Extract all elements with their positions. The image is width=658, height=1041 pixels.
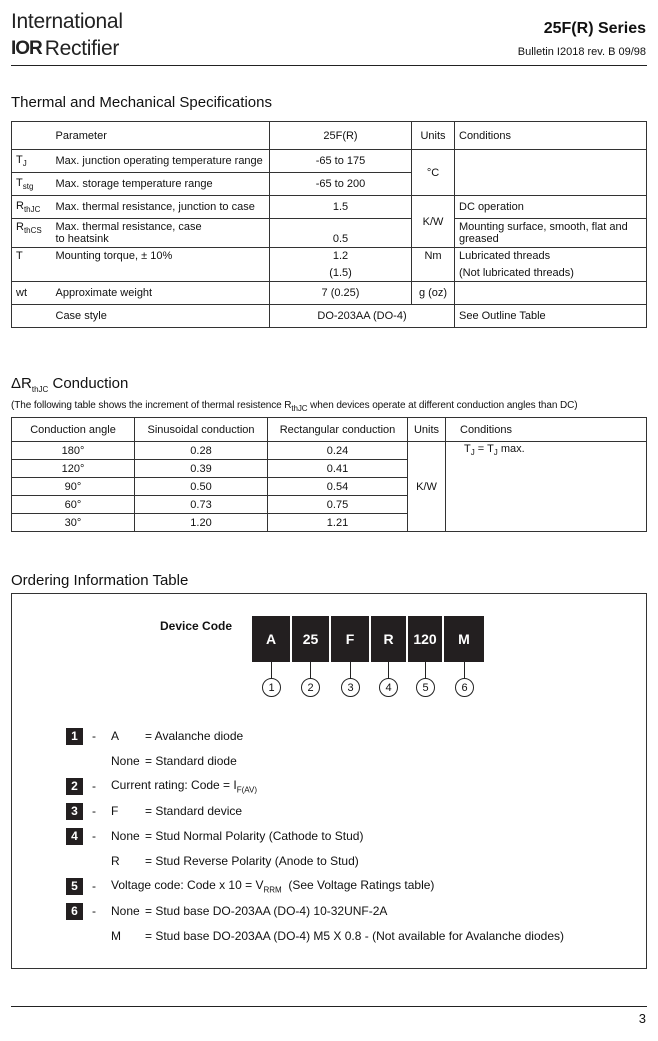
value: -65 to 175: [270, 150, 412, 173]
code-segment-5: 120: [413, 631, 437, 647]
conduction-section-title: $\Delta R_{thJC}$ Conduction: [11, 375, 129, 394]
connector-line: [350, 662, 351, 678]
header-conditions: Conditions: [455, 122, 647, 150]
angle: 90°: [12, 478, 135, 496]
list-item: [66, 827, 363, 845]
item-number-badge: 3: [66, 803, 83, 820]
rectangular-value: 0.24: [268, 442, 408, 460]
item-key: None: [111, 754, 140, 768]
list-item: [66, 852, 359, 870]
footer-divider: [11, 1006, 647, 1007]
table-row: [12, 282, 647, 305]
header-conditions: Conditions: [446, 418, 647, 442]
position-marker-1: 1: [262, 678, 281, 697]
parameter: Case style: [52, 305, 270, 328]
item-number-badge: 2: [66, 778, 83, 795]
item-number-badge: 4: [66, 828, 83, 845]
item-value: = Stud base DO-203AA (DO-4) 10-32UNF-2A: [145, 904, 388, 918]
item-value: = Stud base DO-203AA (DO-4) M5 X 0.8 - (Not available for Avalanche diodes): [145, 929, 564, 943]
item-key: R: [111, 854, 120, 868]
symbol: wt: [12, 282, 52, 305]
angle: 120°: [12, 460, 135, 478]
dash: -: [92, 879, 96, 893]
symbol: $R_{thCS}$: [12, 219, 52, 248]
code-segment-2: 25: [302, 631, 319, 647]
table-header-row: [12, 122, 647, 150]
unit-kw: K/W: [408, 442, 446, 532]
unit: g (oz): [412, 282, 455, 305]
condition: [455, 282, 647, 305]
parameter: Max. storage temperature range: [52, 173, 270, 196]
parameter: Approximate weight: [52, 282, 270, 305]
list-item: [66, 777, 257, 795]
dash: -: [92, 829, 96, 843]
item-number-badge: 1: [66, 728, 83, 745]
value: 7 (0.25): [270, 282, 412, 305]
value: 1.2 (1.5): [270, 248, 412, 282]
code-separator: [290, 616, 292, 662]
value: 1.5: [270, 196, 412, 219]
symbol: [12, 305, 52, 328]
item-key: M: [111, 929, 121, 943]
symbol: $R_{thJC}$: [12, 196, 52, 219]
code-segment-4: R: [383, 631, 394, 647]
header-sinusoidal: Sinusoidal conduction: [135, 418, 268, 442]
parameter: Max. junction operating temperature range: [52, 150, 270, 173]
condition: Mounting surface, smooth, flat and greased: [455, 219, 647, 248]
table-row: [12, 150, 647, 173]
condition: See Outline Table: [455, 305, 647, 328]
conduction-note: (The following table shows the increment of thermal resistence $R_{thJC}$ when devices operate at different conduction angles than DC): [11, 400, 578, 413]
sinusoidal-value: 0.28: [135, 442, 268, 460]
device-code-label: Device Code: [160, 619, 233, 633]
dash: -: [92, 779, 96, 793]
header-units: Units: [408, 418, 446, 442]
code-separator: [329, 616, 331, 662]
item-value: = Standard device: [145, 804, 243, 818]
item-key: F: [111, 804, 119, 818]
parameter: Max. thermal resistance, case to heatsink: [52, 219, 270, 248]
connector-line: [310, 662, 311, 678]
value: DO-203AA (DO-4): [270, 305, 455, 328]
connector-line: [388, 662, 389, 678]
unit: Nm: [412, 248, 455, 282]
connector-line: [425, 662, 426, 678]
item-value: Voltage code: Code x $10 = V_{RRM}$ (See Voltage Ratings table): [111, 877, 435, 895]
page-number: 3: [638, 1011, 646, 1026]
condition: Lubricated threads (Not lubricated threads): [455, 248, 647, 282]
bulletin-info: Bulletin I2018 rev. B 09/98: [517, 46, 646, 58]
list-item: [66, 877, 434, 895]
item-key: None: [111, 904, 140, 918]
condition: $T_J = T_J$ max.: [446, 442, 647, 532]
item-value: = Standard diode: [145, 754, 237, 768]
series-title: 25F(R) Series: [543, 20, 646, 37]
rectangular-value: 0.75: [268, 496, 408, 514]
table-row: [12, 442, 647, 460]
header-angle: Conduction angle: [12, 418, 135, 442]
item-value: = Stud Normal Polarity (Cathode to Stud): [145, 829, 364, 843]
symbol: $T_J$: [12, 150, 52, 173]
position-marker-3: 3: [341, 678, 360, 697]
sinusoidal-value: 0.73: [135, 496, 268, 514]
conduction-table: [11, 417, 647, 532]
angle: 60°: [12, 496, 135, 514]
connector-line: [271, 662, 272, 678]
position-marker-4: 4: [379, 678, 398, 697]
ordering-section-title: Ordering Information Table: [11, 572, 189, 589]
item-key: None: [111, 829, 140, 843]
logo-international: International: [11, 10, 123, 33]
connector-line: [464, 662, 465, 678]
angle: 180°: [12, 442, 135, 460]
code-separator: [442, 616, 444, 662]
parameter: Max. thermal resistance, junction to case: [52, 196, 270, 219]
list-item: [66, 902, 387, 920]
item-key: A: [111, 729, 120, 743]
code-separator: [406, 616, 408, 662]
sinusoidal-value: 0.39: [135, 460, 268, 478]
angle: 30°: [12, 514, 135, 532]
unit-kw: K/W: [412, 196, 455, 248]
list-item: [66, 752, 237, 770]
thermal-section-title: Thermal and Mechanical Specifications: [11, 94, 272, 111]
table-row: [12, 219, 647, 248]
value: 0.5: [270, 219, 412, 248]
rectangular-value: 1.21: [268, 514, 408, 532]
list-item: [66, 727, 243, 745]
symbol: $T_{stg}$: [12, 173, 52, 196]
table-row: [12, 248, 647, 282]
code-segment-6: M: [458, 631, 470, 647]
position-marker-5: 5: [416, 678, 435, 697]
condition: [455, 150, 647, 196]
unit-temp: °C: [412, 150, 455, 196]
sinusoidal-value: 1.20: [135, 514, 268, 532]
item-number-badge: 6: [66, 903, 83, 920]
item-value: Current rating: Code = $I_{F(AV)}$: [111, 777, 258, 795]
code-segment-3: F: [345, 631, 355, 647]
position-marker-2: 2: [301, 678, 320, 697]
dash: -: [92, 804, 96, 818]
header-divider: [11, 65, 647, 66]
table-row: [12, 305, 647, 328]
logo-rectifier-text: Rectifier: [44, 37, 120, 60]
symbol: T: [12, 248, 52, 282]
dash: -: [92, 729, 96, 743]
code-segment-1: A: [265, 631, 277, 647]
table-header-row: [12, 418, 647, 442]
item-value: = Stud Reverse Polarity (Anode to Stud): [145, 854, 359, 868]
rectangular-value: 0.41: [268, 460, 408, 478]
position-marker-6: 6: [455, 678, 474, 697]
sinusoidal-value: 0.50: [135, 478, 268, 496]
value: -65 to 200: [270, 173, 412, 196]
logo-rectifier: [11, 37, 119, 61]
header-value: 25F(R): [270, 122, 412, 150]
item-number-badge: 5: [66, 878, 83, 895]
header-parameter: Parameter: [52, 122, 270, 150]
condition: DC operation: [455, 196, 647, 219]
ior-logo-mark: IOR: [11, 38, 42, 59]
code-separator: [369, 616, 371, 662]
item-value: = Avalanche diode: [145, 729, 244, 743]
table-row: [12, 196, 647, 219]
parameter: Mounting torque, ± 10%: [52, 248, 270, 282]
dash: -: [92, 904, 96, 918]
rectangular-value: 0.54: [268, 478, 408, 496]
header-rectangular: Rectangular conduction: [268, 418, 408, 442]
list-item: [66, 802, 242, 820]
thermal-spec-table: [11, 121, 647, 328]
list-item: [66, 927, 564, 945]
header-units: Units: [412, 122, 455, 150]
